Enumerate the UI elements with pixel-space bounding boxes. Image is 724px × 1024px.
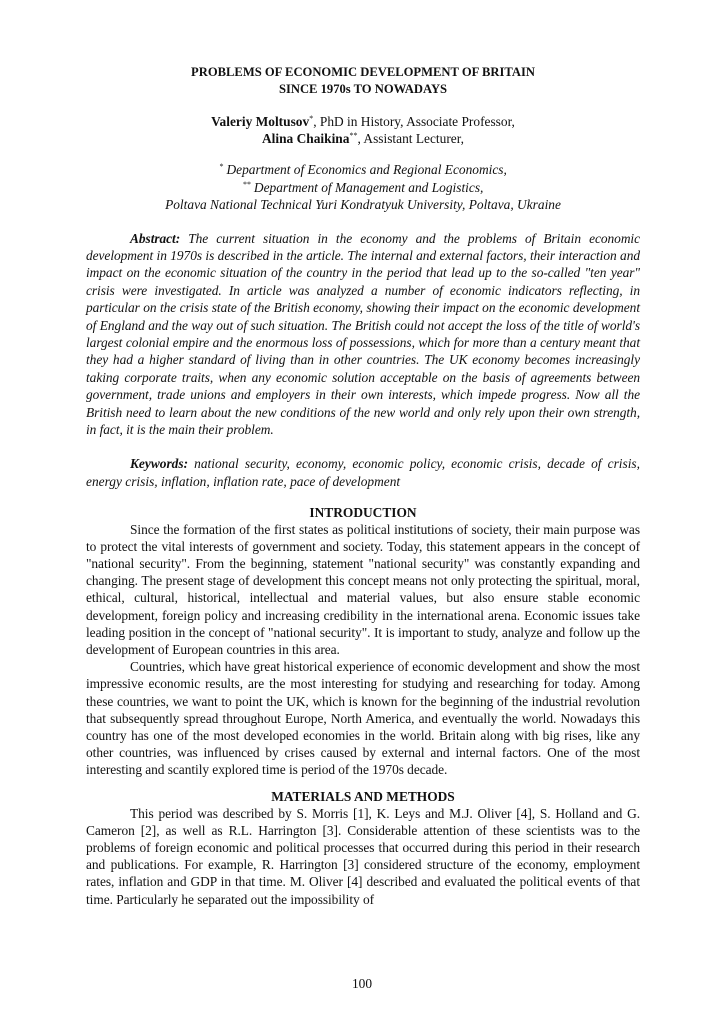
author-name: Alina Chaikina bbox=[261, 131, 350, 146]
affiliation-entry bbox=[86, 179, 640, 197]
author-mark: * bbox=[309, 114, 314, 123]
paper-title bbox=[86, 64, 640, 98]
affiliation-entry bbox=[86, 161, 640, 179]
title-line-1: PROBLEMS OF ECONOMIC DEVELOPMENT OF BRITAIN bbox=[191, 65, 535, 79]
affiliation-list bbox=[86, 161, 640, 214]
author-entry bbox=[86, 130, 640, 147]
page-number: 100 bbox=[351, 976, 373, 991]
author-role: , Assistant Lecturer, bbox=[357, 131, 464, 146]
paper-page bbox=[86, 64, 640, 908]
title-line-2: SINCE 1970s TO NOWADAYS bbox=[278, 82, 448, 96]
affiliation-mark: ** bbox=[242, 179, 251, 189]
affiliation-text: Department of Economics and Regional Economics, bbox=[223, 162, 507, 177]
abstract-label: Abstract: bbox=[130, 230, 181, 246]
keywords bbox=[86, 455, 640, 490]
author-mark: ** bbox=[349, 131, 358, 140]
keywords-label: Keywords: bbox=[130, 456, 189, 472]
affiliation-text: Department of Management and Logistics, bbox=[250, 179, 484, 195]
section-heading-methods: MATERIALS AND METHODS bbox=[271, 788, 455, 804]
author-entry bbox=[86, 113, 640, 130]
author-list bbox=[86, 113, 640, 147]
abstract-text: The current situation in the economy and the problems of Britain economic development in 1970s is described in the article. The internal and external factors, their interaction and impact on the economic situation of the country in the period that lead up to the so-called "ten year" crisis were investigated. In article was analyzed a number of economic indicators reflecting, in particular on the crisis state of the British economy, showing their impact on the economic development of England and the way out of such situation. The British could not accept the loss of the title of world's largest colonial empire and the enormous loss of possessions, which for more than a century meant that they had a higher standard of living than in other countries. The UK economy becomes increasingly taking corporate traits, when any economic solution acceptable on the basis of agreements between government, trade unions and employers in their own interests, which impede progress. Now all the British need to learn about the new conditions of the new world and only rely upon their own strength, in fact, it is the main their problem. bbox=[86, 230, 640, 437]
affiliation-entry bbox=[86, 196, 640, 214]
abstract bbox=[86, 230, 640, 439]
body-paragraph: This period was described by S. Morris [1], K. Leys and M.J. Oliver [4], S. Holland and G. Cameron [2], as well as R.L. Harrington [3]. Considerable attention of these scientists was to the problems of foreign economic and political processes that occurred during this period in their research and publications. For example, R. Harrington [3] considered structure of the economy, employment rates, inflation and GDP in that time. M. Oliver [4] described and evaluated the political events of that time. Particularly he separated out the impossibility of bbox=[86, 805, 640, 907]
section-heading-introduction: INTRODUCTION bbox=[309, 504, 417, 520]
author-name: Valeriy Moltusov bbox=[211, 114, 310, 129]
keywords-text: national security, economy, economic policy, economic crisis, decade of crisis, energy crisis, inflation, inflation rate, pace of development bbox=[86, 456, 640, 489]
body-paragraph: Since the formation of the first states as political institutions of society, their main purpose was to protect the vital interests of government and society. Today, this statement appears in the concept of "national security". From the beginning, statement "national security" was constantly expanding and changing. The present stage of development this concept means not only protecting the spiritual, moral, ethical, cultural, historical, intellectual and material values, but also ensure stable economic development, foreign policy and increasing credibility in the international arena. Economic issues take leading position in the concept of "national security". It is important to study, analyze and follow up the development of European countries in this area. bbox=[86, 521, 640, 657]
affiliation-text: Poltava National Technical Yuri Kondratyuk University, Poltava, Ukraine bbox=[165, 197, 561, 212]
body-paragraph: Countries, which have great historical experience of economic development and show the most impressive economic results, are the most interesting for studying and researching for today. Among these countries, we want to point the UK, which is known for the beginning of the industrial revolution that subsequently spread throughout Europe, North America, and eventually the world. Nowadays this country has one of the most developed economies in the world. Britain along with big rises, like any other countries, was influenced by crises caused by external and internal factors. One of the most interesting and scantily explored time is period of the 1970s decade. bbox=[86, 659, 640, 778]
affiliation-mark: * bbox=[219, 162, 224, 171]
author-role: , PhD in History, Associate Professor, bbox=[313, 114, 515, 129]
